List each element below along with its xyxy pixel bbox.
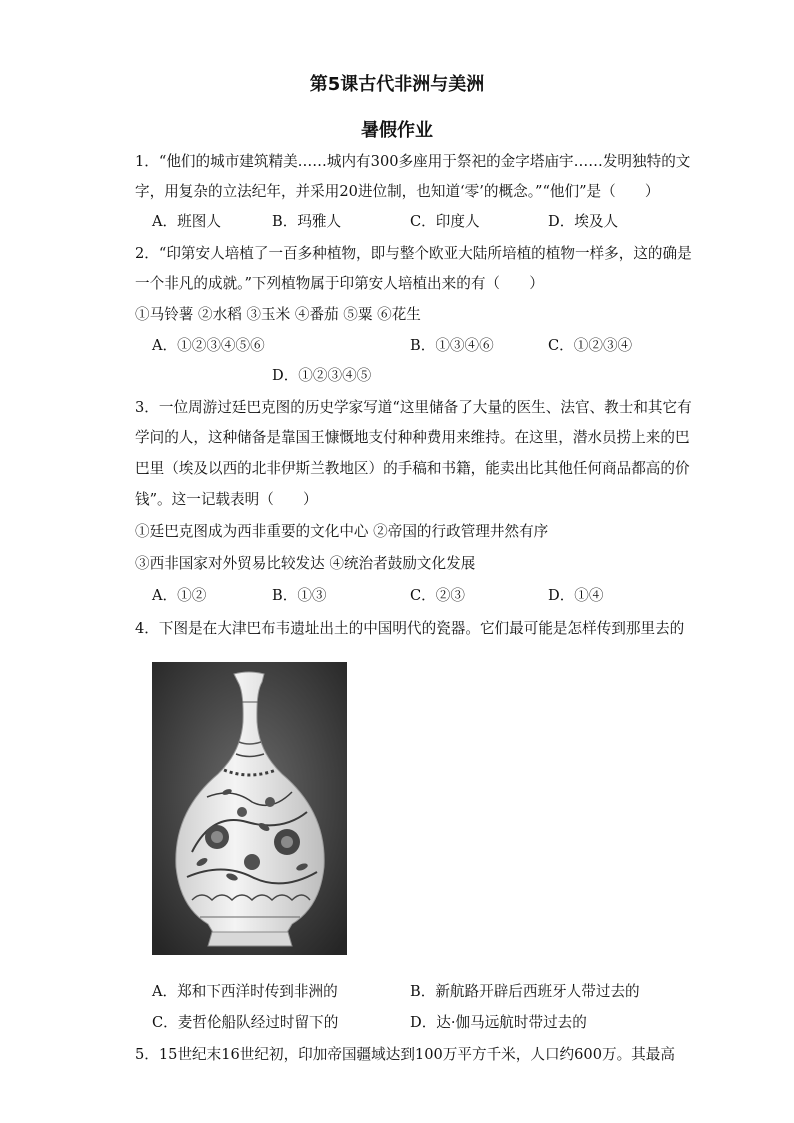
q2-line1: 2．“印第安人培植了一百多种植物，即与整个欧亚大陆所培植的植物一样多，这的确是 (135, 245, 692, 262)
q3-option-c: C．②③ (410, 587, 465, 604)
q1-line2: 字，用复杂的立法纪年，并采用20进位制，也知道‘零’的概念。”“他们”是（ ） (135, 183, 660, 200)
q3-option-d: D．①④ (548, 587, 604, 604)
q3-item1: ①廷巴克图成为西非重要的文化中心 ②帝国的行政管理井然有序 (135, 523, 549, 540)
q4-option-b: B．新航路开辟后西班牙人带过去的 (410, 983, 640, 1000)
q3-option-a: A．①② (152, 587, 207, 604)
q3-option-b: B．①③ (272, 587, 327, 604)
q1-option-d: D．埃及人 (548, 213, 619, 230)
page-title: 第5课古代非洲与美洲 (309, 74, 485, 95)
q2-option-a: A．①②③④⑤⑥ (152, 337, 265, 354)
q4-line1: 4．下图是在大津巴布韦遗址出土的中国明代的瓷器。它们最可能是怎样传到那里去的 (135, 620, 685, 637)
q3-line3: 巴里（埃及以西的北非伊斯兰教地区）的手稿和书籍，能卖出比其他任何商品都高的价 (135, 460, 690, 477)
q5-line1: 5．15世纪末16世纪初，印加帝国疆域达到100万平方千米，人口约600万。其最高 (135, 1046, 675, 1063)
q2-line2: 一个非凡的成就。”下列植物属于印第安人培植出来的有（ ） (135, 275, 544, 292)
q4-option-c: C．麦哲伦船队经过时留下的 (152, 1014, 339, 1031)
q3-line1: 3．一位周游过廷巴克图的历史学家写道“这里储备了大量的医生、法官、教士和其它有 (135, 399, 692, 416)
q1-option-b: B．玛雅人 (272, 213, 342, 230)
q1-line1: 1．“他们的城市建筑精美……城内有300多座用于祭祀的金字塔庙宇……发明独特的文 (135, 153, 691, 170)
q2-items: ①马铃薯 ②水稻 ③玉米 ④番茄 ⑤粟 ⑥花生 (135, 306, 421, 323)
q3-line4: 钱”。这一记载表明（ ） (135, 491, 318, 508)
q4-option-d: D．达·伽马远航时带过去的 (410, 1014, 587, 1031)
q1-option-a: A．班图人 (152, 213, 221, 230)
q1-option-c: C．印度人 (410, 213, 480, 230)
q3-item2: ③西非国家对外贸易比较发达 ④统治者鼓励文化发展 (135, 555, 476, 572)
q2-option-c: C．①②③④ (548, 337, 633, 354)
vase-photo (152, 662, 347, 955)
q3-line2: 学问的人，这种储备是靠国王慷慨地支付种种费用来维持。在这里，潜水员捞上来的巴 (135, 429, 690, 446)
q2-option-d: D．①②③④⑤ (272, 367, 372, 384)
q4-option-a: A．郑和下西洋时传到非洲的 (152, 983, 338, 1000)
q2-option-b: B．①③④⑥ (410, 337, 494, 354)
page-subtitle: 暑假作业 (361, 120, 433, 141)
